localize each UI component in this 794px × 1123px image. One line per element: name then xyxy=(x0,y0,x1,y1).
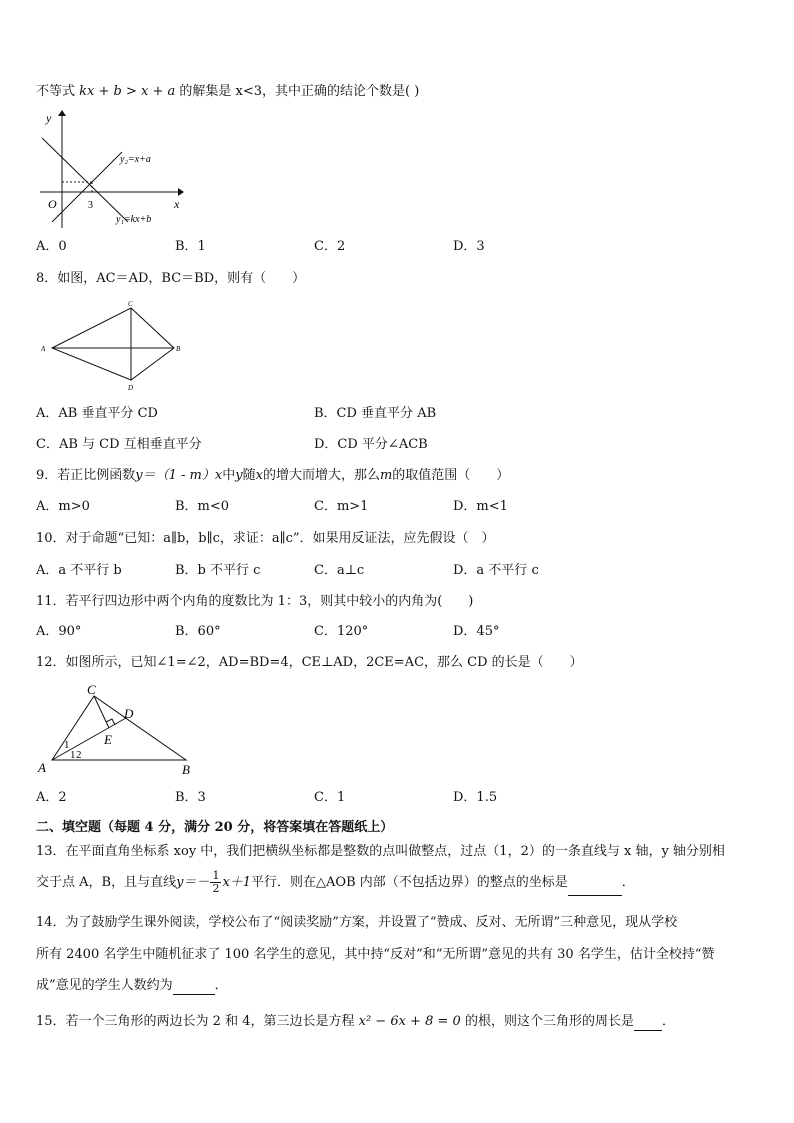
q12-label-angle2-a: 1 xyxy=(70,749,76,761)
q7-y-label: y xyxy=(46,111,52,125)
q9-stem xyxy=(36,467,509,485)
q7-stem-prefix: 不等式 xyxy=(36,84,76,99)
q15-answer-blank[interactable] xyxy=(634,1014,662,1031)
q9-option-d: D．m<1 xyxy=(453,499,508,514)
q12-label-b: B xyxy=(182,762,190,777)
q12-label-angle2-b: 2 xyxy=(76,749,82,761)
q11-stem: 11．若平行四边形中两个内角的度数比为 1：3，则其中较小的内角为( ) xyxy=(36,594,474,609)
q7-option-d: D．3 xyxy=(453,239,485,254)
q9-option-c: C．m>1 xyxy=(314,499,369,514)
q7-option-a: A．0 xyxy=(36,239,67,254)
q7-graph xyxy=(36,108,196,232)
q12-label-a: A xyxy=(38,760,46,775)
q9-mid2: 随 xyxy=(242,468,256,483)
q12-figure xyxy=(36,682,206,778)
q12-option-d: D．1.5 xyxy=(453,790,498,805)
q13-eq-left: y＝－ xyxy=(176,875,210,890)
q11-option-b: B．60° xyxy=(175,624,221,639)
q9-mid3: 的增大而增大，那么 xyxy=(262,468,380,483)
q13-line2 xyxy=(36,870,635,896)
q9-option-b: B．m<0 xyxy=(175,499,230,514)
q13-end: ． xyxy=(621,875,635,890)
q13-fraction xyxy=(210,870,221,895)
q10-stem: 10．对于命题“已知：a∥b，b∥c，求证：a∥c”．如果用反证法，应先假设（ ） xyxy=(36,531,495,546)
q15-stem xyxy=(36,1013,675,1031)
q12-stem: 12．如图所示，已知∠1=∠2，AD=BD=4，CE⊥AD，2CE=AC，那么 CD 的长是（ ） xyxy=(36,655,583,670)
q10-option-b: B．b 不平行 c xyxy=(175,563,261,578)
q8-label-a: A xyxy=(41,345,46,353)
q12-label-angle1: 1 xyxy=(64,739,70,751)
q9-prefix: 9．若正比例函数 xyxy=(36,468,136,483)
q8-option-a: A．AB 垂直平分 CD xyxy=(36,406,158,421)
q13-line1: 13．在平面直角坐标系 xoy 中，我们把横纵坐标都是整数的点叫做整点，过点（1，2）的一条直线与 x 轴，y 轴分别相 xyxy=(36,844,725,859)
q9-var-y: y xyxy=(235,468,243,483)
q15-prefix: 15．若一个三角形的两边长为 2 和 4，第三边长是方程 xyxy=(36,1014,355,1029)
q8-label-d: D xyxy=(128,384,134,392)
q15-suffix: 的根，则这个三角形的周长是 xyxy=(464,1014,634,1029)
q12-option-a: A．2 xyxy=(36,790,67,805)
q11-option-a: A．90° xyxy=(36,624,82,639)
q8-option-c: C．AB 与 CD 互相垂直平分 xyxy=(36,437,202,452)
q12-option-b: B．3 xyxy=(175,790,206,805)
q13-answer-blank[interactable] xyxy=(568,877,622,896)
q8-option-d: D．CD 平分∠ACB xyxy=(314,437,428,452)
q7-origin-label: O xyxy=(48,197,57,211)
q12-label-e: E xyxy=(104,732,112,747)
q7-inequality: kx + b > x + a xyxy=(79,84,176,99)
q9-suffix: 的取值范围（ ） xyxy=(392,468,510,483)
q15-end: ． xyxy=(661,1014,675,1029)
q10-option-d: D．a 不平行 c xyxy=(453,563,539,578)
q7-option-c: C．2 xyxy=(314,239,346,254)
q8-option-b: B．CD 垂直平分 AB xyxy=(314,406,437,421)
q9-function: y＝（1 - m）x xyxy=(135,468,223,483)
q9-option-a: A．m>0 xyxy=(36,499,90,514)
q7-tick-label: 3 xyxy=(88,200,93,211)
q13-frac-den: 2 xyxy=(212,882,220,895)
q14-end: ． xyxy=(214,978,228,993)
q12-label-c: C xyxy=(87,682,96,697)
q10-option-a: A．a 不平行 b xyxy=(36,563,122,578)
q11-option-c: C．120° xyxy=(314,624,369,639)
q14-line1: 14．为了鼓励学生课外阅读，学校公布了“阅读奖励”方案，并设置了“赞成、反对、无所谓”三种意见，现从学校 xyxy=(36,915,678,930)
q13-eq-right: x＋1 xyxy=(222,875,252,890)
q8-stem: 8．如图，AC＝AD，BC＝BD，则有（ ） xyxy=(36,271,306,286)
q12-label-d: D xyxy=(124,706,134,721)
q11-option-d: D．45° xyxy=(453,624,500,639)
section-fill-in-title: 二、填空题（每题 4 分，满分 20 分，将答案填在答题纸上） xyxy=(36,820,394,835)
q8-quadrilateral xyxy=(52,308,174,380)
q7-line-y2-label: y₂=x+a xyxy=(120,154,151,165)
q12-option-c: C．1 xyxy=(314,790,346,805)
q7-stem xyxy=(36,83,419,101)
q13-frac-num: 1 xyxy=(212,869,220,882)
q9-mid: 中 xyxy=(222,468,236,483)
q14-line2: 所有 2400 名学生中随机征求了 100 名学生的意见，其中持“反对”和“无所谓”意见的共有 30 名学生，估计全校持“赞 xyxy=(36,947,715,962)
q7-y-arrow xyxy=(58,110,66,116)
q7-line-y1-label: y₁=kx+b xyxy=(116,214,152,225)
q13-line2-prefix: 交于点 A，B，且与直线 xyxy=(36,875,177,890)
q13-line2-suffix: 平行．则在△AOB 内部（不包括边界）的整点的坐标是 xyxy=(251,875,568,890)
q7-x-label: x xyxy=(174,197,180,211)
q7-option-b: B．1 xyxy=(175,239,206,254)
q8-figure xyxy=(36,298,186,392)
q9-var-x: x xyxy=(255,468,263,483)
q7-stem-suffix: 的解集是 x<3，其中正确的结论个数是( ) xyxy=(179,84,420,99)
q14-line3 xyxy=(36,977,228,995)
q10-option-c: C．a⊥c xyxy=(314,563,365,578)
q8-label-c: C xyxy=(128,300,133,308)
q14-line3-prefix: 成”意见的学生人数约为 xyxy=(36,978,173,993)
q8-label-b: B xyxy=(176,345,181,353)
q9-var-m: m xyxy=(379,468,393,483)
q7-x-arrow xyxy=(178,188,184,196)
q15-equation: x² − 6x + 8 = 0 xyxy=(358,1014,461,1029)
q14-answer-blank[interactable] xyxy=(173,978,215,995)
